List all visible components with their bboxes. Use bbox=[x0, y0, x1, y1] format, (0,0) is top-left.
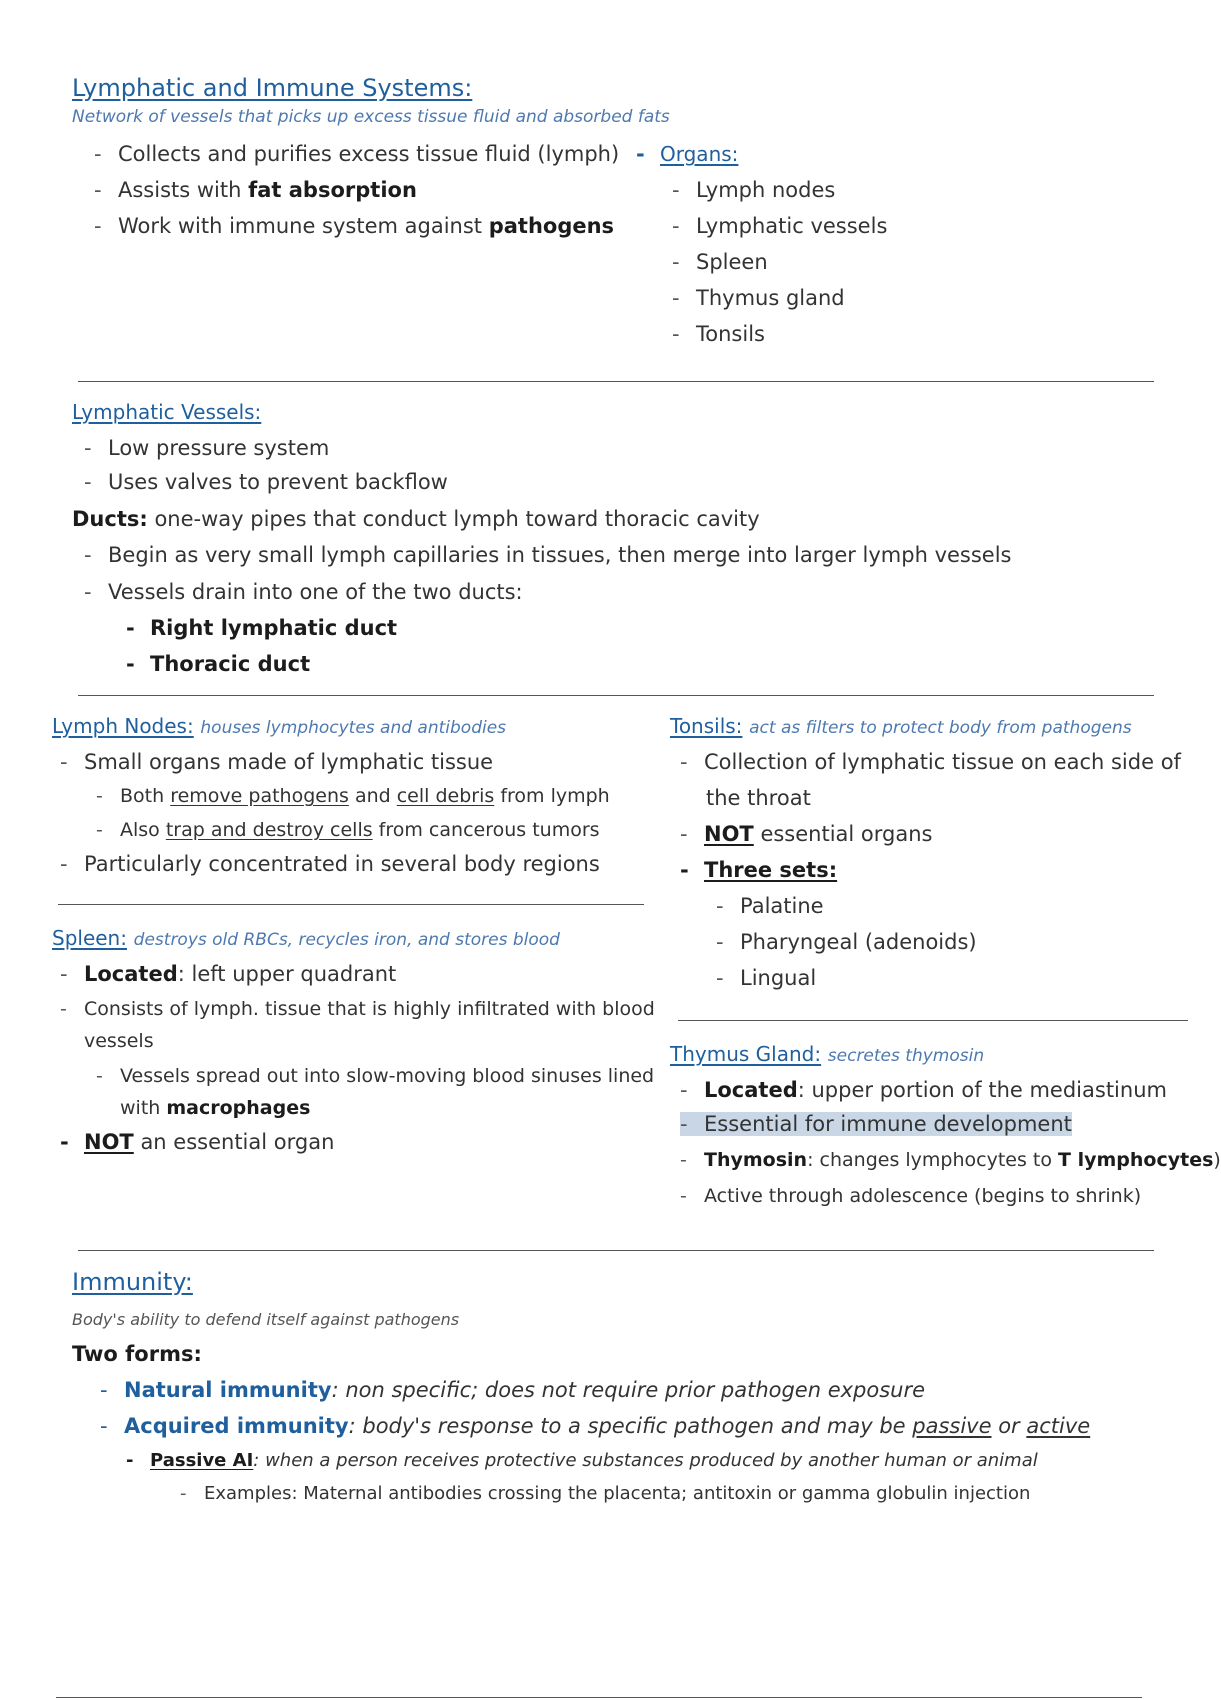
spleen-heading: Spleen: destroys old RBCs, recycles iron, and stores blood bbox=[52, 926, 560, 950]
list-item: - Active through adolescence (begins to shrink) bbox=[680, 1185, 1142, 1207]
nodes-heading: Lymph Nodes: houses lymphocytes and antibodies bbox=[52, 714, 507, 738]
list-item: - Lingual bbox=[716, 966, 817, 990]
list-item-highlighted: - Essential for immune development bbox=[680, 1112, 1072, 1136]
divider bbox=[78, 381, 1154, 382]
list-item: - Also trap and destroy cells from cancerous tumors bbox=[96, 819, 600, 841]
list-item: - Consists of lymph. tissue that is highly infiltrated with blood bbox=[60, 998, 655, 1020]
list-item: - Work with immune system against pathogens bbox=[94, 214, 615, 238]
organs-heading: - Organs: bbox=[636, 142, 739, 166]
list-item: - Palatine bbox=[716, 894, 824, 918]
list-item-cont: the throat bbox=[706, 786, 811, 810]
list-item: - NOT essential organs bbox=[680, 822, 933, 846]
divider bbox=[58, 904, 644, 905]
immunity-title: Immunity: bbox=[72, 1268, 193, 1296]
list-item: - Tonsils bbox=[672, 322, 765, 346]
list-item: - Spleen bbox=[672, 250, 768, 274]
list-item: - Three sets: bbox=[680, 858, 838, 882]
list-item: - Particularly concentrated in several body regions bbox=[60, 852, 600, 876]
list-item: - Located: upper portion of the mediastinum bbox=[680, 1078, 1167, 1102]
ducts-line: Ducts: one-way pipes that conduct lymph toward thoracic cavity bbox=[72, 507, 760, 531]
list-item: - Low pressure system bbox=[84, 436, 330, 460]
list-item: - Assists with fat absorption bbox=[94, 178, 417, 202]
two-forms-label: Two forms: bbox=[72, 1342, 202, 1366]
list-item: - Passive AI: when a person receives protective substances produced by another human or animal bbox=[126, 1450, 1038, 1471]
list-item: - Collection of lymphatic tissue on each side of bbox=[680, 750, 1181, 774]
list-item: - Lymphatic vessels bbox=[672, 214, 888, 238]
list-item: - Collects and purifies excess tissue fluid (lymph) bbox=[94, 142, 620, 166]
vessels-title: Lymphatic Vessels: bbox=[72, 400, 262, 424]
tonsils-heading: Tonsils: act as filters to protect body from pathogens bbox=[670, 714, 1132, 738]
divider bbox=[78, 695, 1154, 696]
list-item: - Thoracic duct bbox=[126, 652, 311, 676]
immunity-subtitle: Body's ability to defend itself against pathogens bbox=[72, 1310, 460, 1329]
page-title: Lymphatic and Immune Systems: bbox=[72, 74, 473, 102]
list-item: - Pharyngeal (adenoids) bbox=[716, 930, 977, 954]
list-item-cont: with macrophages bbox=[120, 1097, 311, 1119]
list-item-cont: vessels bbox=[84, 1030, 154, 1052]
list-item: - Both remove pathogens and cell debris from lymph bbox=[96, 785, 610, 807]
list-item: - Small organs made of lymphatic tissue bbox=[60, 750, 494, 774]
list-item: - NOT an essential organ bbox=[60, 1130, 335, 1154]
list-item: - Located: left upper quadrant bbox=[60, 962, 397, 986]
list-item: - Examples: Maternal antibodies crossing the placenta; antitoxin or gamma globulin injection bbox=[180, 1483, 1031, 1504]
divider bbox=[78, 1250, 1154, 1251]
list-item: - Acquired immunity: body's response to a specific pathogen and may be passive or active bbox=[100, 1414, 1091, 1438]
list-item: - Right lymphatic duct bbox=[126, 616, 398, 640]
page-subtitle: Network of vessels that picks up excess tissue fluid and absorbed fats bbox=[72, 107, 670, 127]
list-item: - Vessels drain into one of the two ducts: bbox=[84, 580, 523, 604]
list-item: - Begin as very small lymph capillaries in tissues, then merge into larger lymph vessels bbox=[84, 543, 1012, 567]
list-item: - Lymph nodes bbox=[672, 178, 836, 202]
list-item: - Thymosin: changes lymphocytes to T lymphocytes) bbox=[680, 1149, 1221, 1171]
list-item: - Natural immunity: non specific; does not require prior pathogen exposure bbox=[100, 1378, 926, 1402]
divider bbox=[56, 1697, 1142, 1698]
list-item: - Vessels spread out into slow-moving blood sinuses lined bbox=[96, 1065, 655, 1087]
list-item: - Thymus gland bbox=[672, 286, 845, 310]
divider bbox=[678, 1020, 1188, 1021]
thymus-heading: Thymus Gland: secretes thymosin bbox=[670, 1042, 985, 1066]
list-item: - Uses valves to prevent backflow bbox=[84, 470, 448, 494]
